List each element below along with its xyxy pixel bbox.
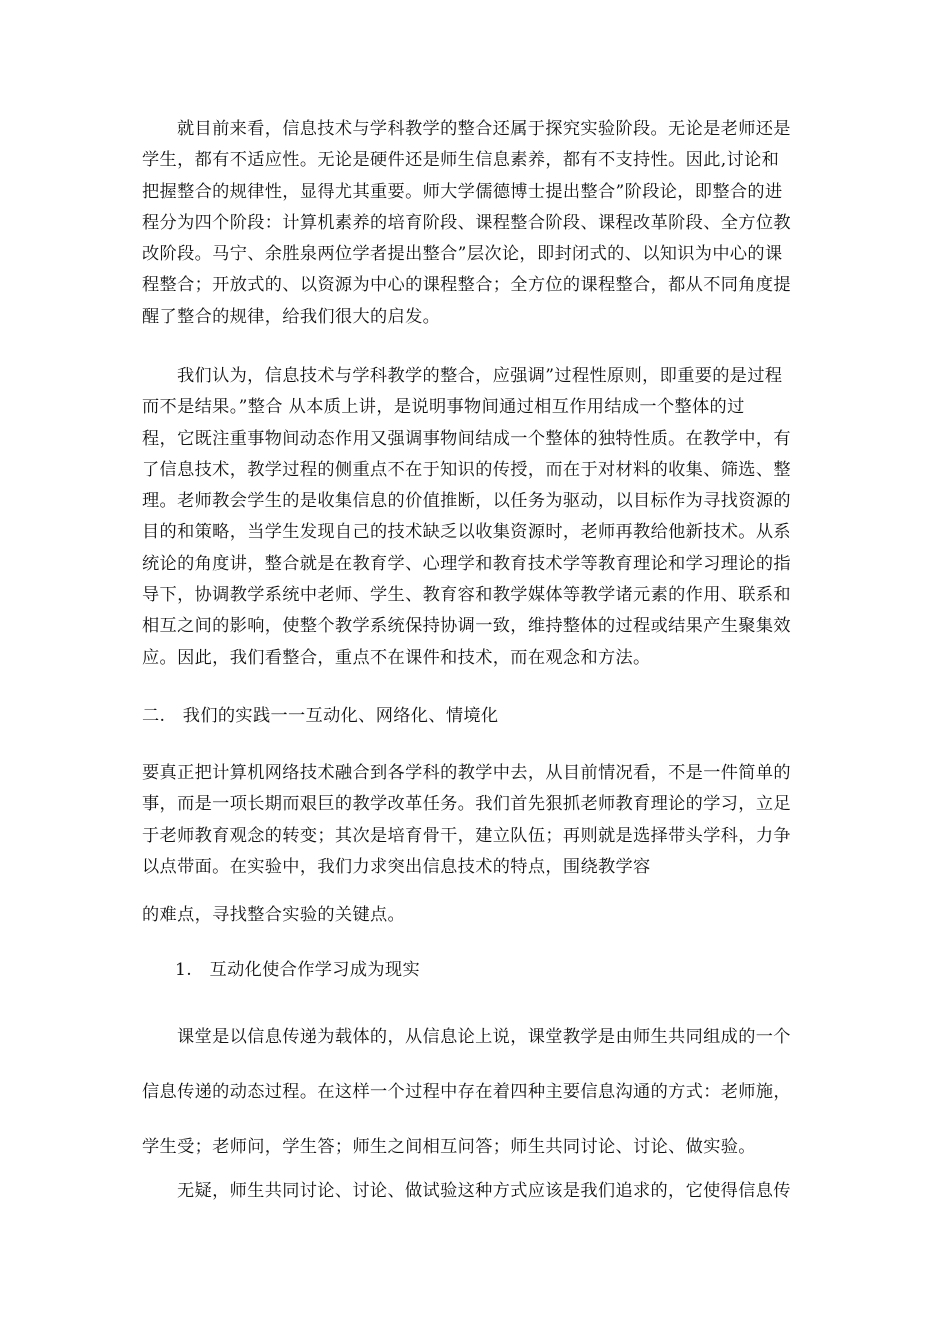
paragraph-line: 以点带面。在实验中，我们力求突出信息技术的特点，围绕教学容 (142, 856, 651, 877)
paragraph-line: 醒了整合的规律，给我们很大的启发。 (142, 306, 441, 327)
section-heading-text: 二. 我们的实践一一互动化、网络化、情境化 (142, 706, 499, 726)
paragraph-2 (142, 361, 818, 674)
section-heading (142, 701, 818, 732)
paragraph-line: 无疑，师生共同讨论、讨论、做试验这种方式应该是我们追求的，它使得信息传 (177, 1181, 791, 1201)
paragraph-line: 程，它既注重事物间动态作用又强调事物间结成一个整体的独特性质。在教学中，有 (142, 428, 791, 449)
paragraph-line: 了信息技术，教学过程的侧重点不在于知识的传授，而在于对材料的收集、筛选、整 (142, 459, 791, 480)
paragraph-line: 把握整合的规律性，显得尤其重要。师大学儒德博士提出整合”阶段论，即整合的进 (142, 181, 783, 202)
paragraph-3-continuation (142, 900, 818, 931)
paragraph-line: 相互之间的影响，使整个教学系统保持协调一致，维持整体的过程或结果产生聚集效 (142, 616, 791, 637)
paragraph-line: 课堂是以信息传递为载体的，从信息论上说，课堂教学是由师生共同组成的一个 (177, 1027, 791, 1047)
sub-heading (175, 955, 815, 986)
paragraph-line: 统论的角度讲，整合就是在教育学、心理学和教育技术学等教育理论和学习理论的指 (142, 553, 791, 574)
paragraph-line: 程分为四个阶段：计算机素养的培育阶段、课程整合阶段、课程改革阶段、全方位教 (142, 212, 791, 233)
paragraph-line: 而不是结果。”整合 从本质上讲，是说明事物间通过相互作用结成一个整体的过 (142, 397, 745, 418)
paragraph-line: 的难点，寻找整合实验的关键点。 (142, 905, 406, 925)
paragraph-line: 信息传递的动态过程。在这样一个过程中存在着四种主要信息沟通的方式：老师施， (142, 1082, 791, 1102)
paragraph-line: 我们认为，信息技术与学科教学的整合，应强调”过程性原则，即重要的是过程 (177, 366, 783, 386)
paragraph-3 (142, 758, 818, 883)
paragraph-line: 于老师教育观念的转变；其次是培育骨干，建立队伍；再则就是选择带头学科，力争 (142, 825, 791, 846)
paragraph-4 (142, 1010, 818, 1175)
paragraph-line: 改阶段。马宁、余胜泉两位学者提出整合”层次论，即封闭式的、以知识为中心的课 (142, 244, 783, 265)
paragraph-line: 程整合；开放式的、以资源为中心的课程整合；全方位的课程整合，都从不同角度提 (142, 275, 791, 296)
paragraph-line: 就目前来看，信息技术与学科教学的整合还属于探究实验阶段。无论是老师还是 (177, 119, 791, 139)
paragraph-line: 学生受；老师问，学生答；师生之间相互问答；师生共同讨论、讨论、做实验。 (142, 1137, 756, 1157)
paragraph-line: 学生，都有不适应性。无论是硬件还是师生信息素养，都有不支持性。因此,讨论和 (142, 150, 780, 171)
sub-heading-text: 1. 互动化使合作学习成为现实 (175, 960, 420, 980)
paragraph-line: 应。因此，我们看整合，重点不在课件和技术，而在观念和方法。 (142, 647, 651, 668)
paragraph-line: 理。老师教会学生的是收集信息的价值推断，以任务为驱动，以目标作为寻找资源的 (142, 491, 791, 512)
paragraph-line: 要真正把计算机网络技术融合到各学科的教学中去，从目前情况看，不是一件简单的 (142, 763, 791, 783)
paragraph-line: 事，而是一项长期而艰巨的教学改革任务。我们首先狠抓老师教育理论的学习，立足 (142, 794, 791, 815)
paragraph-5 (142, 1176, 818, 1207)
paragraph-line: 导下，协调教学系统中老师、学生、教育容和教学媒体等教学诸元素的作用、联系和 (142, 585, 791, 606)
paragraph-1 (142, 114, 818, 333)
paragraph-line: 目的和策略，当学生发现自己的技术缺乏以收集资源时，老师再教给他新技术。从系 (142, 522, 791, 543)
